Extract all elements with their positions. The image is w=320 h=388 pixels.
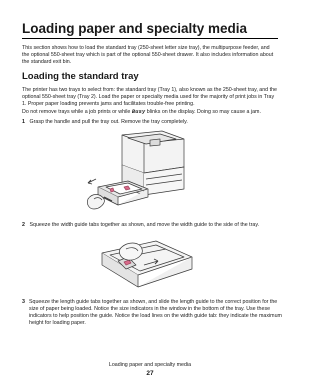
page-title: Loading paper and specialty media <box>22 21 248 36</box>
width-guide-illustration <box>96 235 196 291</box>
step-3-number: 3 <box>22 299 25 305</box>
step-2 <box>22 222 278 229</box>
title-rule <box>22 38 278 39</box>
page-number: 27 <box>146 370 154 377</box>
step-2-number: 2 <box>22 222 25 228</box>
para2-before: Do not remove trays while a job prints or while <box>22 109 132 115</box>
section-paragraph-1: The printer has two trays to select from: the standard tray (Tray 1), also known as the 250-sheet tray, and the optional 550-sheet tray (Tray 2). Load the paper or specialty media used for the majority of print jobs in Tray 1. Proper paper loading prevents jams and facilitates trouble-free printing. <box>22 87 277 107</box>
footer-title: Loading paper and specialty media <box>108 362 192 368</box>
busy-status-word: Busy <box>131 109 146 115</box>
step-1-number: 1 <box>22 119 25 125</box>
step-1-text: Grasp the handle and pull the tray out. Remove the tray completely. <box>29 119 188 125</box>
intro-paragraph: This section shows how to load the standard tray (250-sheet letter size tray), the multipurpose feeder, and the optional 550-sheet tray which is part of the optional 550-sheet drawer. It also includes information about the standard exit bin. <box>22 45 274 65</box>
step-3 <box>22 299 285 327</box>
section-heading: Loading the standard tray <box>22 71 139 82</box>
step-1 <box>22 119 278 126</box>
step-3-text: Squeeze the length guide tabs together as shown, and slide the length guide to the correct position for the size of paper being loaded. Notice the size indicators in the window in the bottom of the tray. Use these indicators to help position the guide. Notice the load lines on the width guide tab: they indicate the maximum height for loading paper. <box>29 299 282 326</box>
printer-tray-removal-illustration <box>84 129 194 213</box>
step-2-text: Squeeze the width guide tabs together as shown, and move the width guide to the side of the tray. <box>29 222 260 228</box>
para2-after: blinks on the display. Doing so may cause a jam. <box>145 109 261 115</box>
section-paragraph-2 <box>22 109 278 116</box>
